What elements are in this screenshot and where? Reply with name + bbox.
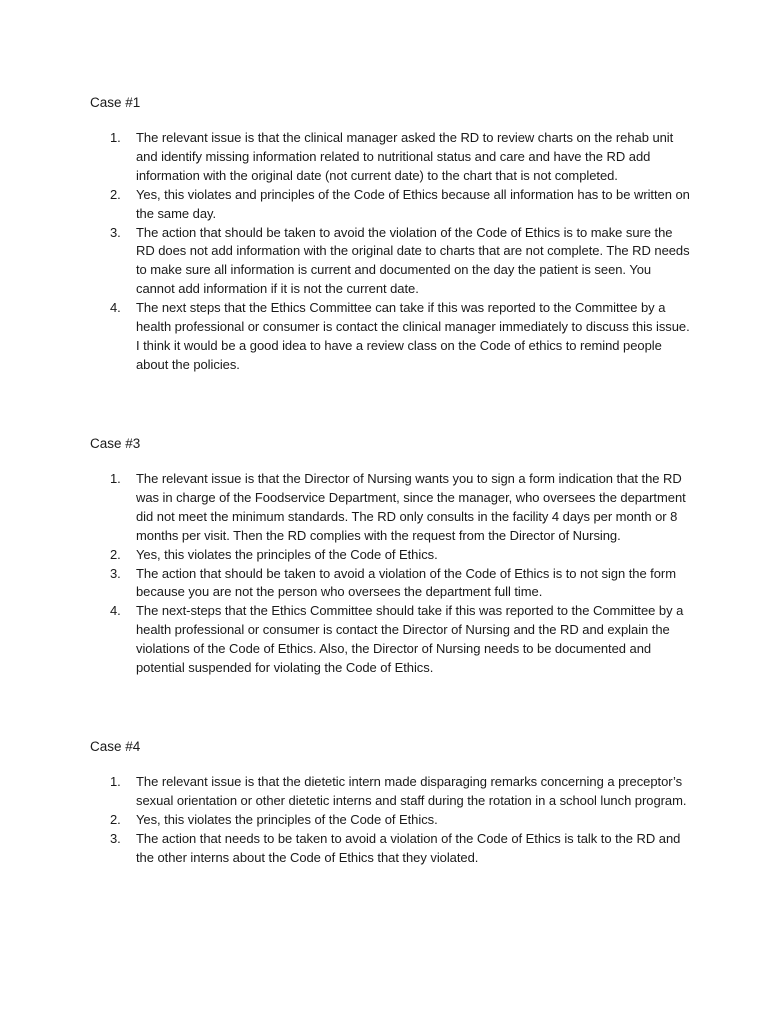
list-item-number: 4.: [110, 603, 121, 619]
list-item-text: Yes, this violates the principles of the Code of Ethics.: [136, 546, 438, 562]
list-item: [90, 546, 690, 565]
list-item: [90, 773, 690, 811]
list-item-text: Yes, this violates and principles of the Code of Ethics because all information has to be written on the same day.: [136, 186, 690, 221]
list-item-text: The relevant issue is that the dietetic intern made disparaging remarks concerning a preceptor’s sexual orientation or other dietetic interns and staff during the rotation in a school lunch program.: [136, 774, 687, 808]
list-item: [90, 129, 690, 186]
case-title: Case #4: [90, 739, 141, 754]
list-item-number: 1.: [110, 130, 121, 145]
case-3-section: [90, 434, 690, 678]
list-item: [90, 811, 690, 830]
list-item-number: 2.: [110, 186, 121, 202]
list-item-text: The relevant issue is that the clinical manager asked the RD to review charts on the rehab unit and identify missing information related to nutritional status and care and have the RD add information with the original date (not current date) to the chart that is not completed.: [136, 130, 674, 183]
case-4-section: [90, 737, 690, 868]
case-1-section: [90, 93, 690, 375]
answer-list: [90, 129, 690, 375]
list-item-number: 2.: [110, 811, 121, 827]
list-item: [90, 299, 690, 375]
list-item-text: The next steps that the Ethics Committee can take if this was reported to the Committee by a health professional or consumer is contact the clinical manager immediately to discuss this issue. I think it would be a good idea to have a review class on the Code of ethics to remind people about the policies.: [136, 300, 690, 372]
case-title: Case #1: [90, 95, 141, 110]
list-item-text: The action that should be taken to avoid a violation of the Code of Ethics is to not sign the form because you are not the person who oversees the department full time.: [136, 565, 676, 600]
list-item-number: 1.: [110, 471, 121, 486]
case-title: Case #3: [90, 436, 141, 451]
answer-list: [90, 470, 690, 678]
list-item: [90, 224, 690, 300]
list-item: [90, 186, 690, 224]
list-item-number: 4.: [110, 300, 121, 316]
list-item-text: The relevant issue is that the Director of Nursing wants you to sign a form indication that the RD was in charge of the Foodservice Department, since the manager, who oversees the department did not meet the minimum standards. The RD only consults in the facility 4 days per month or 8 months per visit. Then the RD complies with the request from the Director of Nursing.: [136, 471, 686, 543]
list-item-text: Yes, this violates the principles of the Code of Ethics.: [136, 811, 438, 827]
list-item-number: 3.: [110, 565, 121, 581]
list-item-number: 3.: [110, 224, 121, 240]
list-item: [90, 830, 690, 868]
list-item-number: 2.: [110, 546, 121, 562]
answer-list: [90, 773, 690, 868]
list-item-text: The action that should be taken to avoid the violation of the Code of Ethics is to make sure the RD does not add information with the original date to charts that are not complete. The RD needs to make sure all information is current and documented on the day the patient is seen. You cannot add information if it is not the current date.: [136, 224, 690, 297]
list-item-number: 1.: [110, 774, 121, 789]
list-item: [90, 602, 690, 678]
list-item: [90, 565, 690, 603]
list-item-number: 3.: [110, 830, 121, 846]
list-item-text: The action that needs to be taken to avoid a violation of the Code of Ethics is talk to the RD and the other interns about the Code of Ethics that they violated.: [136, 830, 681, 865]
list-item: [90, 470, 690, 546]
list-item-text: The next-steps that the Ethics Committee should take if this was reported to the Committee by a health professional or consumer is contact the Director of Nursing and the RD and explain the violations of the Code of Ethics. Also, the Director of Nursing needs to be documented and potential suspended for violating the Code of Ethics.: [136, 603, 684, 676]
